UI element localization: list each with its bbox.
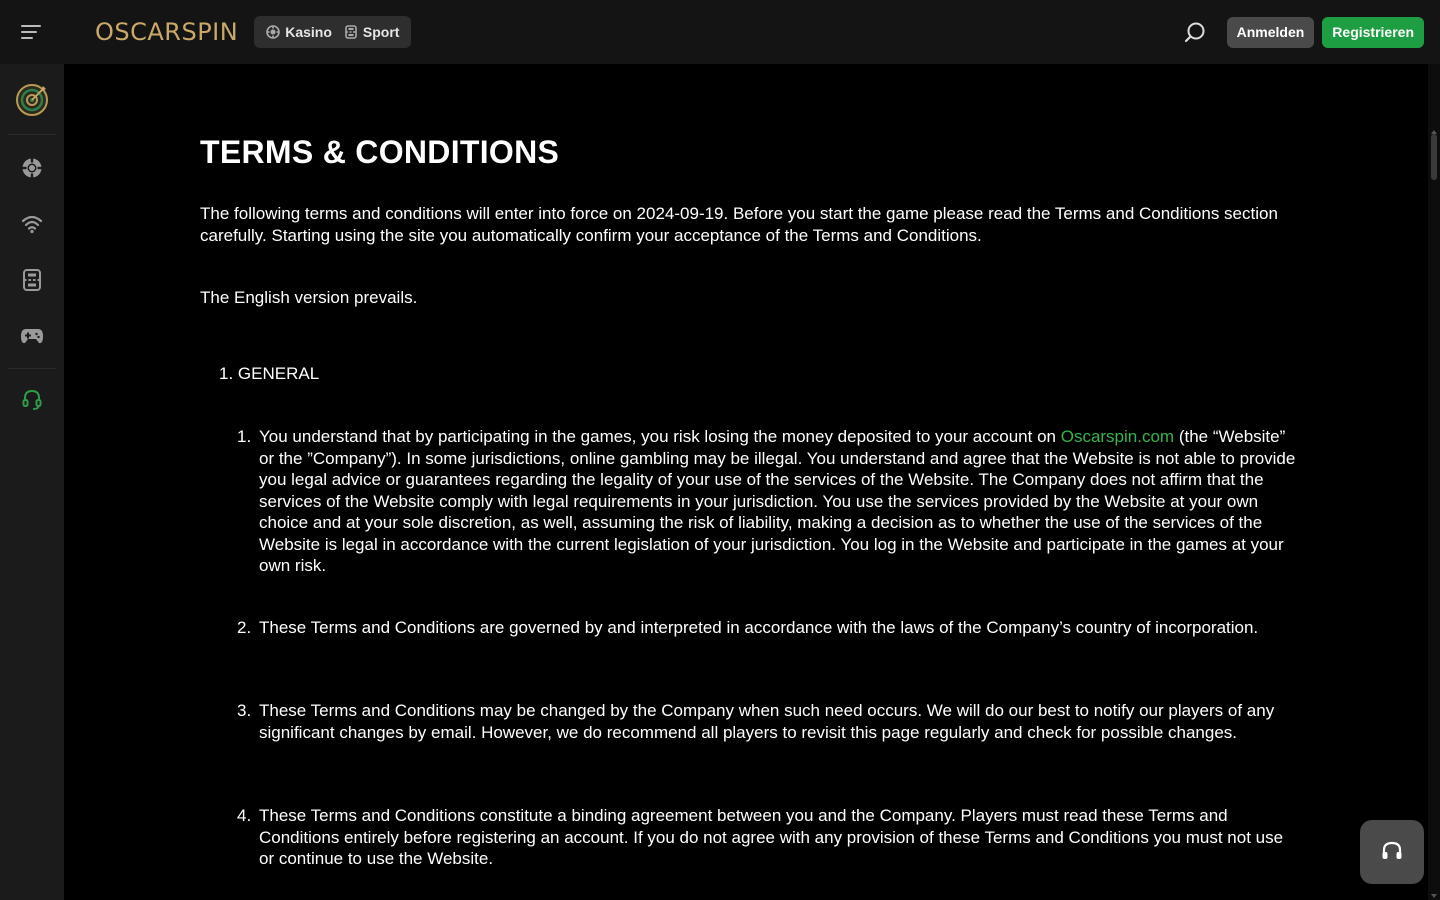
live-support-button[interactable] — [1360, 820, 1424, 884]
site-logo[interactable]: OSCARSPIN — [95, 18, 239, 46]
list-item-number: 2. — [237, 618, 252, 637]
list-item — [237, 805, 1299, 870]
gamepad-icon — [20, 327, 44, 345]
sidebar-item-support[interactable] — [0, 376, 64, 424]
list-item — [237, 700, 1299, 743]
section-heading-general: 1. GENERAL — [219, 364, 320, 383]
casino-chip-icon — [266, 25, 280, 39]
sidebar-item-casino[interactable] — [0, 144, 64, 192]
menu-toggle-button[interactable] — [0, 0, 64, 64]
list-item-number: 4. — [237, 806, 252, 825]
terms-content — [64, 64, 1440, 900]
target-icon — [15, 83, 49, 117]
chip-icon — [21, 157, 43, 179]
headset-icon — [22, 389, 42, 411]
register-button[interactable]: Registrieren — [1322, 17, 1424, 48]
sidebar-divider — [8, 134, 56, 135]
list-item-text: These Terms and Conditions are governed by and interpreted in accordance with the laws of the Company’s country of incorporation. — [259, 618, 1259, 637]
list-item-text: These Terms and Conditions may be changed by the Company when such need occurs. We will do our best to notify our players of any significant changes by email. However, we do recommend all players to revisit this page regularly and check for possible changes. — [259, 701, 1275, 742]
sidebar-item-games[interactable] — [0, 312, 64, 360]
wifi-icon — [21, 214, 43, 234]
page-title: TERMS & CONDITIONS — [200, 134, 560, 170]
hamburger-menu-icon — [21, 24, 43, 40]
list-item-text: These Terms and Conditions constitute a binding agreement between you and the Company. Players must read these Terms and Conditions entirely before registering an account. If you do not agree with any provision of these Terms and Conditions you must not use or continue to use the Website. — [259, 806, 1284, 868]
ticket-icon — [22, 269, 42, 291]
header-actions — [1179, 16, 1424, 48]
scroll-down-arrow-icon[interactable] — [1431, 894, 1437, 898]
search-icon — [1184, 21, 1206, 43]
english-version-note: The English version prevails. — [200, 288, 418, 307]
intro-paragraph: The following terms and conditions will enter into force on 2024-09-19. Before you start the game please read the Terms and Conditions section carefully. Starting using the site you automatically confirm your acceptance of the Terms and Conditions. — [200, 204, 1278, 245]
login-button[interactable]: Anmelden — [1227, 17, 1315, 48]
list-item-number: 1. — [237, 427, 252, 446]
list-item-number: 3. — [237, 701, 252, 720]
oscarspin-link[interactable]: Oscarspin.com — [1060, 427, 1175, 446]
page-scrollbar[interactable] — [1428, 64, 1440, 900]
sidebar — [0, 64, 64, 900]
main-nav — [254, 16, 411, 48]
nav-item-kasino[interactable] — [260, 19, 338, 45]
sidebar-item-target[interactable] — [0, 76, 64, 124]
search-button[interactable] — [1179, 16, 1211, 48]
sidebar-divider — [8, 368, 56, 369]
list-item — [237, 426, 1299, 577]
sidebar-item-sport[interactable] — [0, 256, 64, 304]
list-item-text: You understand that by participating in the games, you risk losing the money deposited to your account on — [259, 427, 1061, 446]
nav-label-sport: Sport — [362, 24, 400, 40]
ticket-icon — [344, 25, 358, 39]
nav-label-kasino: Kasino — [285, 24, 332, 40]
list-item — [237, 617, 1299, 639]
headset-icon — [1381, 840, 1403, 864]
sidebar-item-live[interactable] — [0, 200, 64, 248]
scrollbar-thumb[interactable] — [1431, 134, 1437, 180]
top-header — [0, 0, 1440, 64]
nav-item-sport[interactable] — [338, 19, 406, 45]
list-item-text: (the “Website” or the ”Company”). In some jurisdictions, online gambling may be illegal. You understand and agree that the Website is not able to provide you legal advice or guarantees regarding the legality of your use of the services of the Website. The Company does not affirm that the services of the Website comply with legal requirements in your jurisdiction. You use the services provided by the Website at your own choice and at your sole discretion, as well, assuming the risk of liability, making a decision as to whether the use of the services of the Website is legal in accordance with the current legislation of your jurisdiction. You log in the Website and participate in the games at your own risk. — [259, 427, 1296, 575]
